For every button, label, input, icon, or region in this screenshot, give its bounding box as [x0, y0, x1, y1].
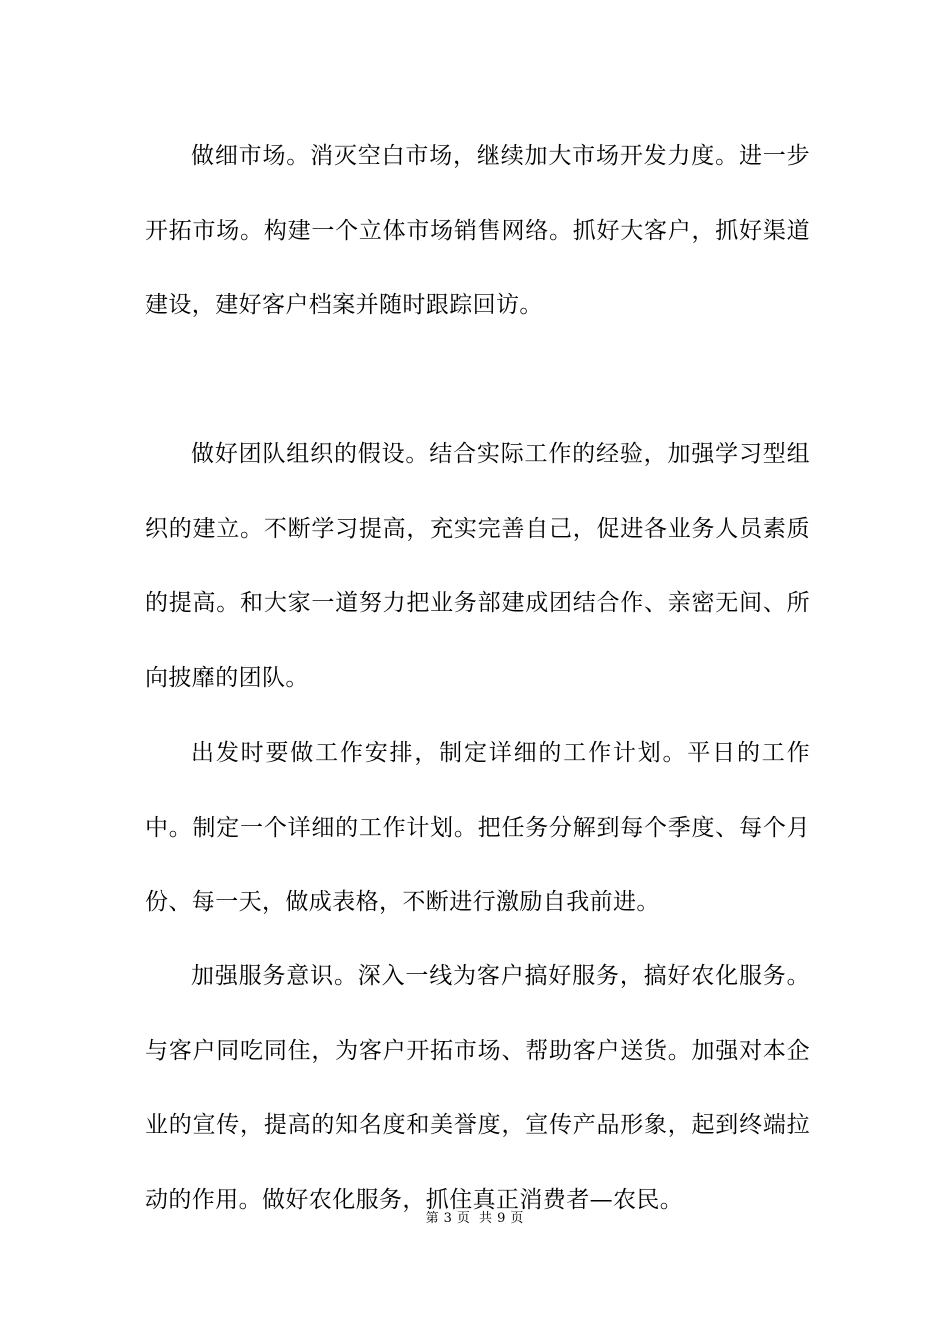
body-paragraph: 加强服务意识。深入一线为客户搞好服务，搞好农化服务。与客户同吃同住，为客户开拓市场、帮助客户送货。加强对本企业的宣传，提高的知名度和美誉度，宣传产品形象，起到终端拉动的作用。做好农化服务，抓住真正消费者—农民。 — [145, 963, 810, 1213]
page-number-footer — [0, 1207, 950, 1226]
total-pages-number: 9 — [497, 1211, 507, 1226]
current-page-number: 3 — [443, 1211, 453, 1226]
body-paragraph: 做好团队组织的假设。结合实际工作的经验，加强学习型组织的建立。不断学习提高，充实完善自己，促进各业务人员素质的提高。和大家一道努力把业务部建成团结合作、亲密无间、所向披靡的团队。 — [145, 441, 810, 691]
footer-prefix: 第 — [425, 1211, 440, 1226]
body-paragraph: 做细市场。消灭空白市场，继续加大市场开发力度。进一步开拓市场。构建一个立体市场销售网络。抓好大客户，抓好渠道建设，建好客户档案并随时跟踪回访。 — [145, 143, 810, 319]
body-paragraph: 出发时要做工作安排，制定详细的工作计划。平日的工作中。制定一个详细的工作计划。把任务分解到每个季度、每个月份、每一天，做成表格，不断进行激励自我前进。 — [145, 740, 810, 916]
footer-middle: 页 共 — [456, 1211, 494, 1226]
footer-suffix: 页 — [510, 1211, 525, 1226]
